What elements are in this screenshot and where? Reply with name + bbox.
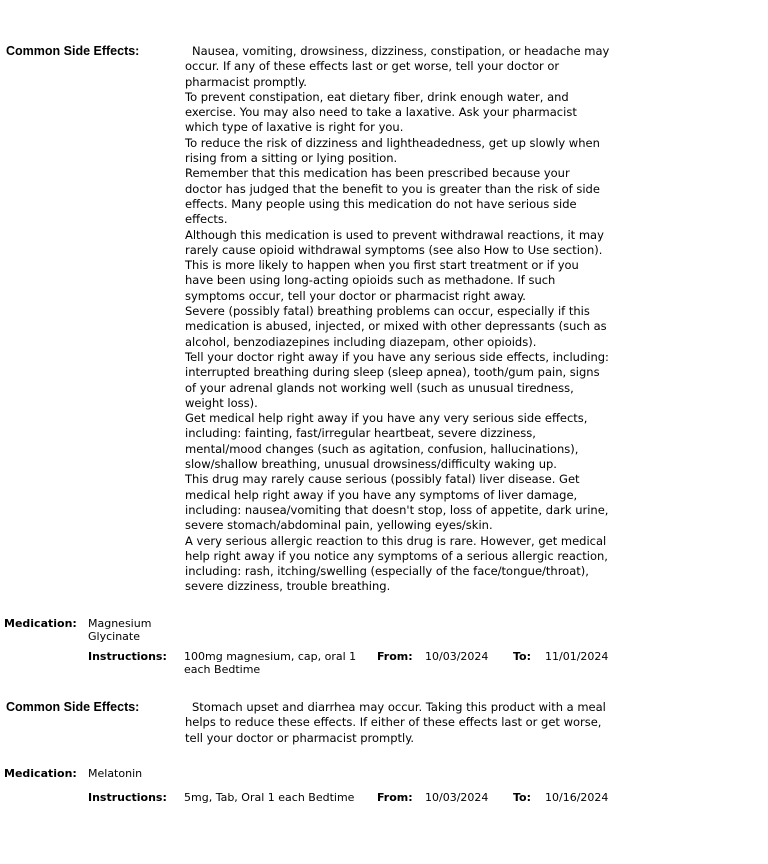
side-effects-text: [185, 700, 610, 746]
instructions-label: Instructions:: [88, 650, 167, 663]
side-effect-paragraph: This drug may rarely cause serious (possibly fatal) liver disease. Get medical help right away if you have any symptoms of liver damage, including: nausea/vomiting that doesn't stop, loss of appetite, dark urine, severe stomach/abdominal pain, yellowing eyes/skin.: [185, 472, 609, 533]
to-label: To:: [513, 791, 531, 804]
side-effects-text: [185, 44, 610, 595]
side-effect-paragraph: A very serious allergic reaction to this drug is rare. However, get medical help right away if you notice any symptoms of a serious allergic reaction, including: rash, itching/swelling (especially of the face/tongue/throat), severe dizziness, trouble breathing.: [185, 533, 608, 594]
side-effect-paragraph: Stomach upset and diarrhea may occur. Taking this product with a meal helps to reduce these effects. If either of these effects last or get worse, tell your doctor or pharmacist promptly.: [185, 700, 606, 745]
side-effect-paragraph: Remember that this medication has been prescribed because your doctor has judged that the benefit to you is greater than the risk of side effects. Many people using this medication do not have serious side effects.: [185, 166, 600, 227]
instructions-text: 100mg magnesium, cap, oral 1 each Bedtime: [184, 650, 357, 676]
side-effect-paragraph: Nausea, vomiting, drowsiness, dizziness, constipation, or headache may occur. If any of these effects last or get worse, tell your doctor or pharmacist promptly.: [185, 44, 610, 89]
instructions-label: Instructions:: [88, 791, 167, 804]
from-label: From:: [377, 791, 413, 804]
from-date: 10/03/2024: [425, 650, 489, 663]
side-effect-paragraph: Tell your doctor right away if you have any serious side effects, including: interrupted breathing during sleep (sleep apnea), tooth/gum pain, signs of your adrenal glands not working well (such as unusual tiredness, weight loss).: [185, 349, 609, 410]
side-effect-paragraph: Although this medication is used to prevent withdrawal reactions, it may rarely cause opioid withdrawal symptoms (see also How to Use section). This is more likely to happen when you first start treatment or if you have been using long-acting opioids such as methadone. If such symptoms occur, tell your doctor or pharmacist right away.: [185, 227, 604, 303]
instructions-text: 5mg, Tab, Oral 1 each Bedtime: [184, 791, 355, 804]
common-side-effects-label: Common Side Effects:: [6, 44, 140, 58]
medication-label: Medication:: [4, 617, 77, 630]
medication-name: Magnesium Glycinate: [88, 617, 152, 643]
from-label: From:: [377, 650, 413, 663]
medication-label: Medication:: [4, 767, 77, 780]
to-date: 11/01/2024: [545, 650, 609, 663]
from-date: 10/03/2024: [425, 791, 489, 804]
side-effect-paragraph: Severe (possibly fatal) breathing problems can occur, especially if this medication is abused, injected, or mixed with other depressants (such as alcohol, benzodiazepines including diazepam, other opioids).: [185, 304, 607, 349]
to-label: To:: [513, 650, 531, 663]
common-side-effects-label: Common Side Effects:: [6, 700, 140, 714]
to-date: 10/16/2024: [545, 791, 609, 804]
side-effect-paragraph: To reduce the risk of dizziness and lightheadedness, get up slowly when rising from a sitting or lying position.: [185, 135, 600, 166]
side-effect-paragraph: To prevent constipation, eat dietary fiber, drink enough water, and exercise. You may also need to take a laxative. Ask your pharmacist which type of laxative is right for you.: [185, 89, 577, 135]
medication-name: Melatonin: [88, 767, 143, 780]
side-effect-paragraph: Get medical help right away if you have any very serious side effects, including: fainting, fast/irregular heartbeat, severe dizziness, mental/mood changes (such as agitation, confusion, hallucinations), slow/shallow breathing, unusual drowsiness/difficulty waking up.: [185, 411, 588, 472]
